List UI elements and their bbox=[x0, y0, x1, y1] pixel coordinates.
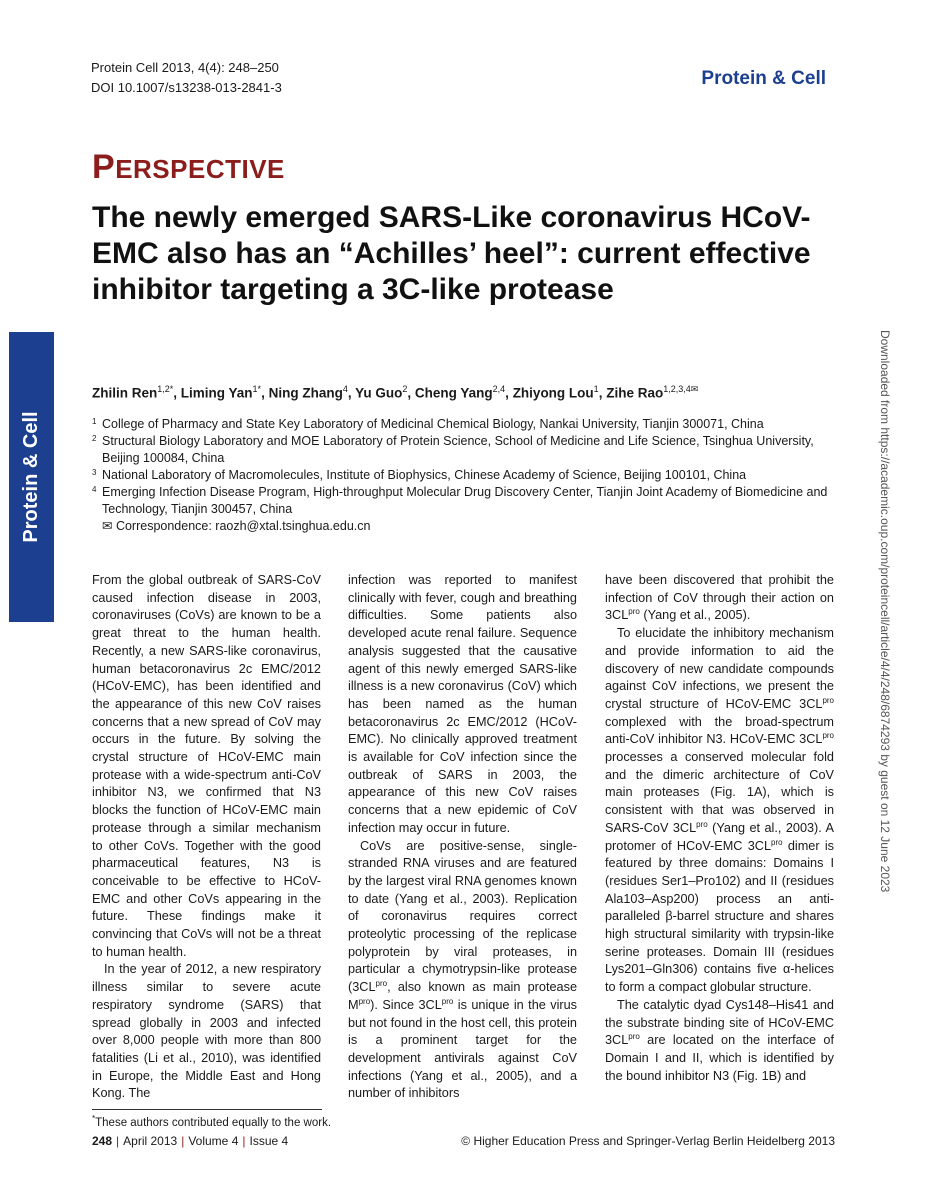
body-paragraph: From the global outbreak of SARS-CoV caused infection disease in 2003, coronaviruses (CoVs) are known to be a great threat to the human health. Recently, a new SARS-like coronavirus, human betacoronavirus 2c EMC/2012 (HCoV-EMC), has been identified and the appearance of this new CoV raises concerns that a new spread of CoV may occurs in the future. By solving the crystal structure of HCoV-EMC main protease with a wide-spectrum anti-CoV inhibitor N3, we confirmed that N3 blocks the function of HCoV-EMC main protease through a similar mechanism to other CoVs. Together with the good pharmaceutical features, N3 is conceivable to be effective to HCoV-EMC and other CoVs appearing in the future. These findings make it convincing that CoVs will not be a threat to human health. bbox=[92, 573, 321, 959]
footer-copyright: © Higher Education Press and Springer-Verlag Berlin Heidelberg 2013 bbox=[461, 1134, 835, 1148]
body-paragraph: To elucidate the inhibitory mechanism and provide information to aid the discovery of new candidate compounds against CoV infections, we present the crystal structure of HCoV-EMC $3CL^{pro}$ complexed with the broad-spectrum anti-CoV inhibitor N3. HCoV-EMC $3CL^{pro}$ processes a conserved molecular fold and the dimeric architecture of CoV main proteases (Fig. 1A), which is consistent with that was observed in SARS-CoV $3CL^{pro}$ (Yang et al., 2003). A protomer of HCoV-EMC $3CL^{pro}$ dimer is featured by three domains: Domains I (residues Ser1–Pro102) and II (residues Ala103–Asp200) process an anti-paralleled β-barrel structure and shares high structural similarity with trypsin-like serine proteases. Domain III (residues Lys201–Gln306) contains five α-helices to form a compact globular structure. bbox=[605, 626, 835, 995]
affiliations bbox=[92, 416, 832, 535]
journal-sidebar bbox=[9, 332, 54, 622]
author-affiliation-mark: 2,4 bbox=[492, 384, 506, 394]
section-label-initial: P bbox=[92, 148, 116, 186]
footnote bbox=[92, 1114, 331, 1129]
author-name: Yu Guo bbox=[355, 385, 403, 401]
body-column-3 bbox=[605, 572, 834, 1085]
affiliation bbox=[92, 416, 832, 433]
download-note bbox=[875, 330, 895, 1080]
affiliation-text: National Laboratory of Macromolecules, Institute of Biophysics, Chinese Academy of Science, Beijing 100101, China bbox=[102, 468, 747, 482]
affiliation-number: 3 bbox=[92, 468, 97, 477]
section-label-rest: ERSPECTIVE bbox=[115, 154, 285, 184]
section-label bbox=[92, 148, 285, 187]
body-column-2 bbox=[348, 572, 577, 1103]
affiliation-text: Emerging Infection Disease Program, High-throughput Molecular Drug Discovery Center, Tianjin Joint Academy of Biomedicine and Technology, Tianjin 300457, China bbox=[102, 485, 828, 516]
citation: Protein Cell 2013, 4(4): 248–250 bbox=[91, 60, 279, 75]
body-paragraph: infection was reported to manifest clinically with fever, cough and breathing difficulties. Some patients also developed acute renal failure. Sequence analysis suggested that the causative agent of this newly emerged SARS-like illness is a new coronavirus (CoV) which has been named as the human betacoronavirus 2c EMC/2012 (HCoV-EMC). No clinically approved treatment is available for CoV infection since the outbreak of SARS in 2003, the appearance of this new CoV raises concerns that a new epidemic of CoV infection may occur in future. bbox=[348, 573, 577, 835]
author-name: Cheng Yang bbox=[414, 385, 493, 401]
body-paragraph: have been discovered that prohibit the infection of CoV through their action on $3CL^{pro}$ (Yang et al., 2005). bbox=[605, 573, 834, 623]
footer-issue-info bbox=[92, 1134, 288, 1148]
affiliation-number: 1 bbox=[92, 417, 97, 426]
affiliation-text: Structural Biology Laboratory and MOE Laboratory of Protein Science, School of Medicine and Life Science, Tsinghua University, Beijing 100084, China bbox=[102, 434, 814, 465]
affiliation-text: College of Pharmacy and State Key Laboratory of Medicinal Chemical Biology, Nankai University, Tianjin 300071, China bbox=[102, 417, 764, 431]
author-list: Zhilin Ren$^{1,2*}$, Liming Yan$^{1*}$, Ning Zhang$^4$, Yu Guo$^2$, Cheng Yang$^{2,4}$, Zhiyong Lou$^1$, Zihe Rao$^{1,2,3,4✉}$ bbox=[92, 384, 699, 401]
affiliation-number: 2 bbox=[92, 434, 97, 443]
sidebar-label: Protein & Cell bbox=[20, 411, 42, 543]
author-affiliation-mark: 1 bbox=[593, 384, 599, 394]
download-note-text: Downloaded from https://academic.oup.com/proteincell/article/4/4/248/6874293 by guest on 12 June 2023 bbox=[878, 330, 892, 893]
author-name: Zhiyong Lou bbox=[512, 385, 594, 401]
footer-separator: | bbox=[181, 1134, 185, 1148]
footer-date: April 2013 bbox=[123, 1134, 178, 1148]
author-affiliation-mark: 2 bbox=[402, 384, 408, 394]
author-affiliation-mark: 1,2,3,4✉ bbox=[663, 384, 699, 394]
footnote-mark: * bbox=[92, 1114, 96, 1123]
footer-separator: | bbox=[116, 1134, 120, 1148]
affiliation bbox=[92, 467, 832, 484]
correspondence: ✉ Correspondence: raozh@xtal.tsinghua.edu.cn bbox=[102, 519, 371, 533]
footer-separator: | bbox=[242, 1134, 246, 1148]
body-paragraph: CoVs are positive-sense, single-stranded RNA viruses and are featured by the largest viral RNA genomes known to date (Yang et al., 2003). Replication of coronavirus requires correct proteolytic processing of the replicase polyprotein by viral proteases, in particular a chymotrypsin-like protease ($3CL^{pro}$, also known as main protease $M^{pro}$). Since $3CL^{pro}$ is unique in the virus but not found in the host cell, this protein is a prominent target for the development antivirals against CoV infections (Yang et al., 2005), and a number of inhibitors bbox=[348, 838, 578, 1101]
body-column-1 bbox=[92, 572, 321, 1103]
footnote-rule bbox=[92, 1109, 322, 1110]
author-affiliation-mark: 1,2* bbox=[157, 384, 174, 394]
author-name: Zhilin Ren bbox=[92, 385, 158, 401]
affiliation bbox=[92, 433, 832, 467]
body-paragraph: In the year of 2012, a new respiratory illness similar to severe acute respiratory syndrome (SARS) that spread globally in 2003 and infected over 8,000 people with more than 800 fatalities (Li et al., 2010), was identified in Europe, the Middle East and Hong Kong. The bbox=[92, 962, 321, 1101]
author-affiliation-mark: 1* bbox=[252, 384, 262, 394]
article-meta bbox=[91, 58, 282, 98]
author-name: Liming Yan bbox=[180, 385, 253, 401]
author-name: Zihe Rao bbox=[606, 385, 664, 401]
journal-logo: Protein & Cell bbox=[701, 68, 826, 89]
footer-issue: Issue 4 bbox=[249, 1134, 289, 1148]
author-name: Ning Zhang bbox=[268, 385, 343, 401]
body-paragraph: The catalytic dyad Cys148–His41 and the substrate binding site of HCoV-EMC $3CL^{pro}$ are located on the interface of Domain I and II, which is identified by the bound inhibitor N3 (Fig. 1B) and bbox=[605, 997, 834, 1083]
author-affiliation-mark: 4 bbox=[342, 384, 348, 394]
page-number: 248 bbox=[92, 1134, 113, 1148]
footnote-text: These authors contributed equally to the work. bbox=[95, 1116, 332, 1129]
affiliation-number: 4 bbox=[92, 485, 97, 494]
affiliation bbox=[92, 484, 832, 518]
footer-volume: Volume 4 bbox=[188, 1134, 239, 1148]
article-title: The newly emerged SARS-Like coronavirus HCoV-EMC also has an “Achilles’ heel”: current effective inhibitor targeting a 3C-like protease bbox=[92, 201, 811, 306]
doi: DOI 10.1007/s13238-013-2841-3 bbox=[91, 80, 282, 95]
